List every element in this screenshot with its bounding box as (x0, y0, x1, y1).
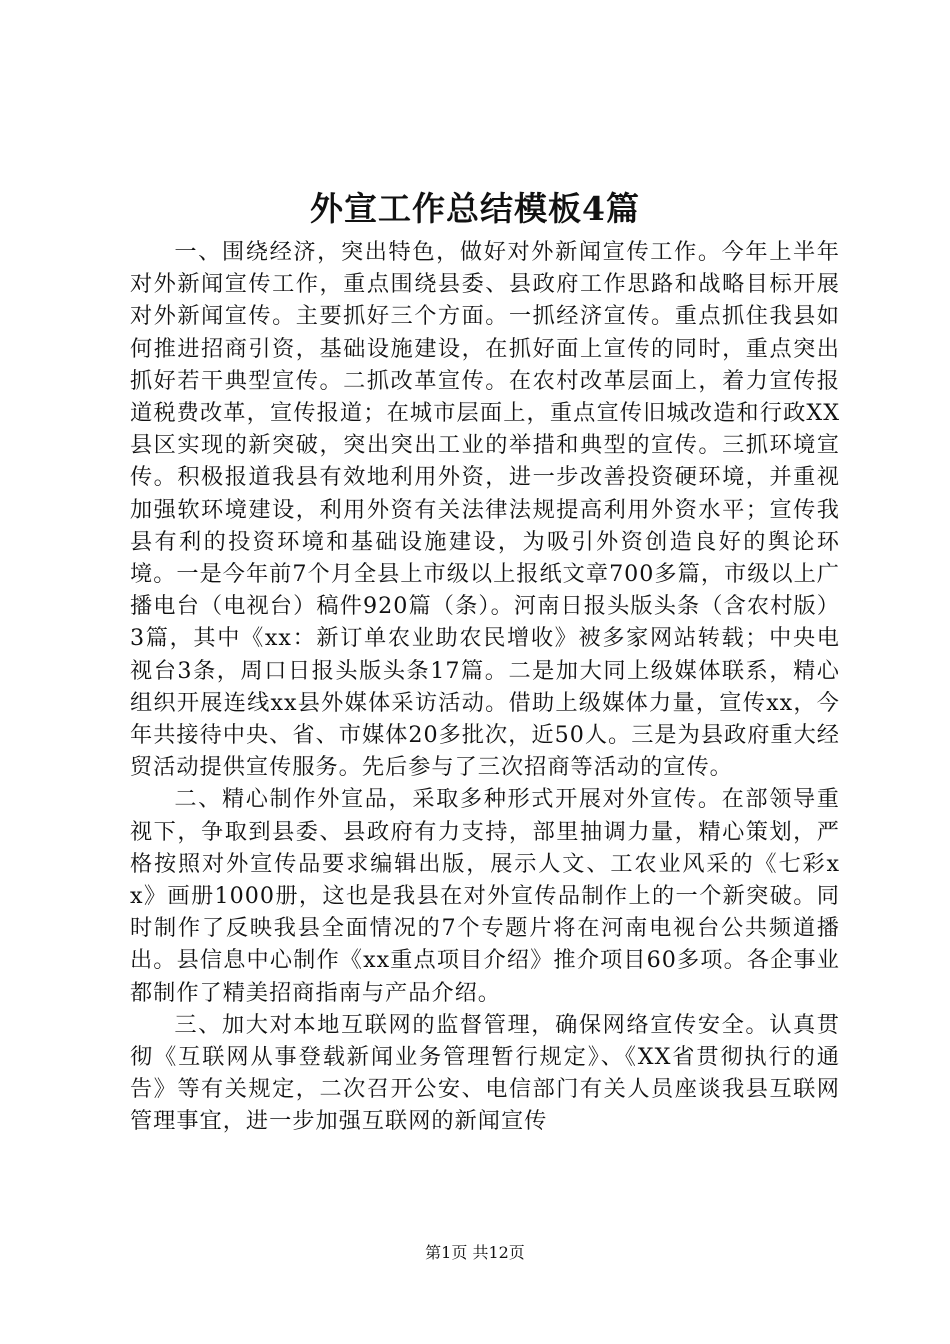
paragraph-3: 三、加大对本地互联网的监督管理，确保网络宣传安全。认真贯彻《互联网从事登载新闻业务管理暂行规定》、《XX省贯彻执行的通告》等有关规定，二次召开公安、电信部门有关人员座谈我县互联网管理事宜，进一步加强互联网的新闻宣传 (130, 1011, 840, 1135)
document-body (130, 236, 840, 1138)
document-title: 外宣工作总结模板4篇 (310, 189, 640, 228)
page-number-footer: 第1页 共12页 (425, 1243, 525, 1262)
paragraph-2: 二、精心制作外宣品，采取多种形式开展对外宣传。在部领导重视下，争取到县委、县政府有力支持，部里抽调力量，精心策划，严格按照对外宣传品要求编辑出版，展示人文、工农业风采的《七彩xx》画册1000册，这也是我县在对外宣传品制作上的一个新突破。同时制作了反映我县全面情况的7个专题片将在河南电视台公共频道播出。县信息中心制作《xx重点项目介绍》推介项目60多项。各企事业都制作了精美招商指南与产品介绍。 (130, 786, 840, 1006)
paragraph-1: 一、围绕经济，突出特色，做好对外新闻宣传工作。今年上半年对外新闻宣传工作，重点围绕县委、县政府工作思路和战略目标开展对外新闻宣传。主要抓好三个方面。一抓经济宣传。重点抓住我县如何推进招商引资，基础设施建设，在抓好面上宣传的同时，重点突出抓好若干典型宣传。二抓改革宣传。在农村改革层面上，着力宣传报道税费改革，宣传报道；在城市层面上，重点宣传旧城改造和行政XX县区实现的新突破，突出突出工业的举措和典型的宣传。三抓环境宣传。积极报道我县有效地利用外资，进一步改善投资硬环境，并重视加强软环境建设，利用外资有关法律法规提高利用外资水平；宣传我县有利的投资环境和基础设施建设，为吸引外资创造良好的舆论环境。一是今年前7个月全县上市级以上报纸文章700多篇，市级以上广播电台（电视台）稿件920篇（条）。河南日报头版头条（含农村版）3篇，其中《xx：新订单农业助农民增收》被多家网站转载；中央电视台3条，周口日报头版头条17篇。二是加大同上级媒体联系，精心组织开展连线xx县外媒体采访活动。借助上级媒体力量，宣传xx，今年共接待中央、省、市媒体20多批次，近50人。三是为县政府重大经贸活动提供宣传服务。先后参与了三次招商等活动的宣传。 (130, 239, 840, 781)
